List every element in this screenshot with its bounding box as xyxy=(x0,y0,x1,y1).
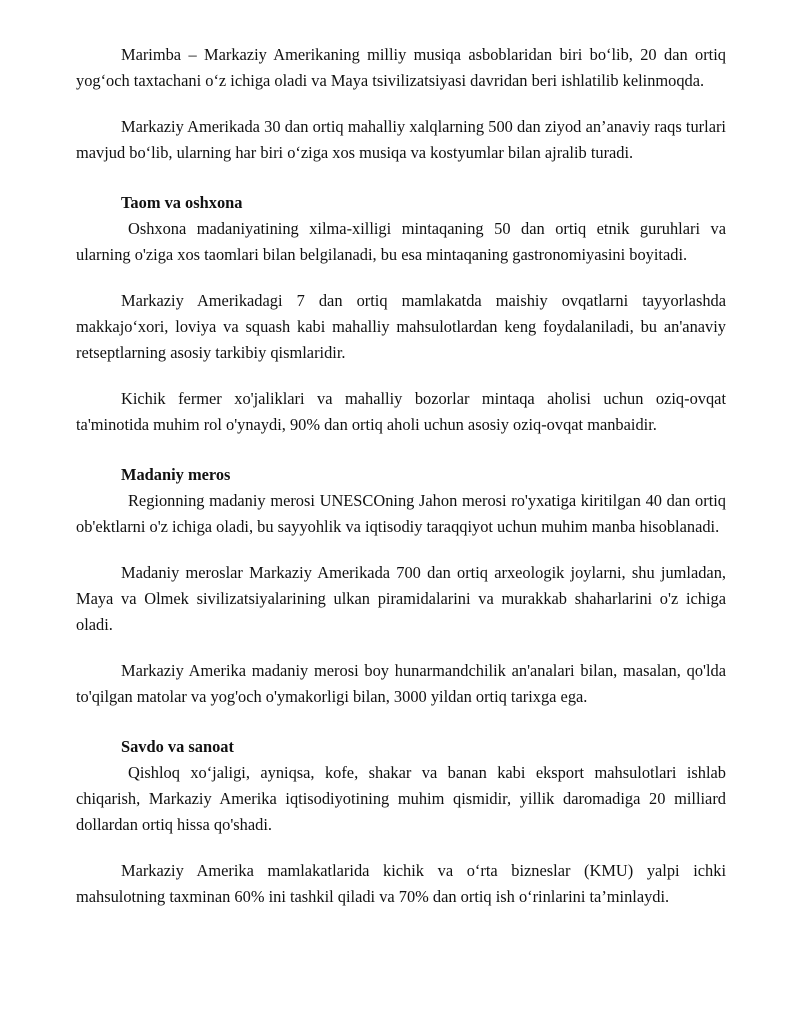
paragraph-heritage-crafts: Markaziy Amerika madaniy merosi boy hunarmandchilik an'analari bilan, masalan, qo'lda to'qilgan matolar va yog'och o'ymakorligi bilan, 3000 yildan ortiq tarixga ega. xyxy=(76,661,726,706)
paragraph-food-markets: Kichik fermer xo'jaliklari va mahalliy bozorlar mintaqa aholisi uchun oziq-ovqat ta'minotida muhim rol o'ynaydi, 90% dan ortiq aholi uchun asosiy oziq-ovqat manbaidir. xyxy=(76,389,726,434)
heading-food: Taom va oshxona xyxy=(121,193,243,212)
paragraph-food-products: Markaziy Amerikadagi 7 dan ortiq mamlakatda maishiy ovqatlarni tayyorlashda makkajo‘xori, loviya va squash kabi mahalliy mahsulotlardan keng foydalaniladi, bu an'anaviy retseptlarning asosiy tarkibiy qismlaridir. xyxy=(76,291,726,362)
document-page xyxy=(76,42,726,910)
paragraph-heritage-unesco: Regionning madaniy merosi UNESCOning Jahon merosi ro'yxatiga kiritilgan 40 dan ortiq ob'ektlarni o'z ichiga oladi, bu sayyohlik va iqtisodiy taraqqiyot uchun muhim manba hisoblanadi. xyxy=(76,491,726,536)
paragraph-trade-sme: Markaziy Amerika mamlakatlarida kichik va o‘rta bizneslar (KMU) yalpi ichki mahsulotning taxminan 60% ini tashkil qiladi va 70% dan ortiq ish o‘rinlarini ta’minlaydi. xyxy=(76,861,726,906)
paragraph-trade-agriculture: Qishloq xo‘jaligi, ayniqsa, kofe, shakar va banan kabi eksport mahsulotlari ishlab chiqarish, Markaziy Amerika iqtisodiyotining muhim qismidir, yillik daromadiga 20 milliard dollardan ortiq hissa qo'shadi. xyxy=(76,763,726,834)
heading-trade: Savdo va sanoat xyxy=(121,737,234,756)
heading-heritage: Madaniy meros xyxy=(121,465,231,484)
paragraph-food-diversity: Oshxona madaniyatining xilma-xilligi mintaqaning 50 dan ortiq etnik guruhlari va ularning o'ziga xos taomlari bilan belgilanadi, bu esa mintaqaning gastronomiyasini boyitadi. xyxy=(76,219,726,264)
paragraph-heritage-archaeology: Madaniy meroslar Markaziy Amerikada 700 dan ortiq arxeologik joylarni, shu jumladan, Maya va Olmek sivilizatsiyalarining ulkan piramidalarini va murakkab shaharlarini o'z ichiga oladi. xyxy=(76,563,726,634)
paragraph-dances: Markaziy Amerikada 30 dan ortiq mahalliy xalqlarning 500 dan ziyod an’anaviy raqs turlari mavjud bo‘lib, ularning har biri o‘ziga xos musiqa va kostyumlar bilan ajralib turadi. xyxy=(76,117,726,162)
paragraph-marimba: Marimba – Markaziy Amerikaning milliy musiqa asboblaridan biri bo‘lib, 20 dan ortiq yog‘och taxtachani o‘z ichiga oladi va Maya tsivilizatsiyasi davridan beri ishlatilib kelinmoqda. xyxy=(76,45,726,90)
